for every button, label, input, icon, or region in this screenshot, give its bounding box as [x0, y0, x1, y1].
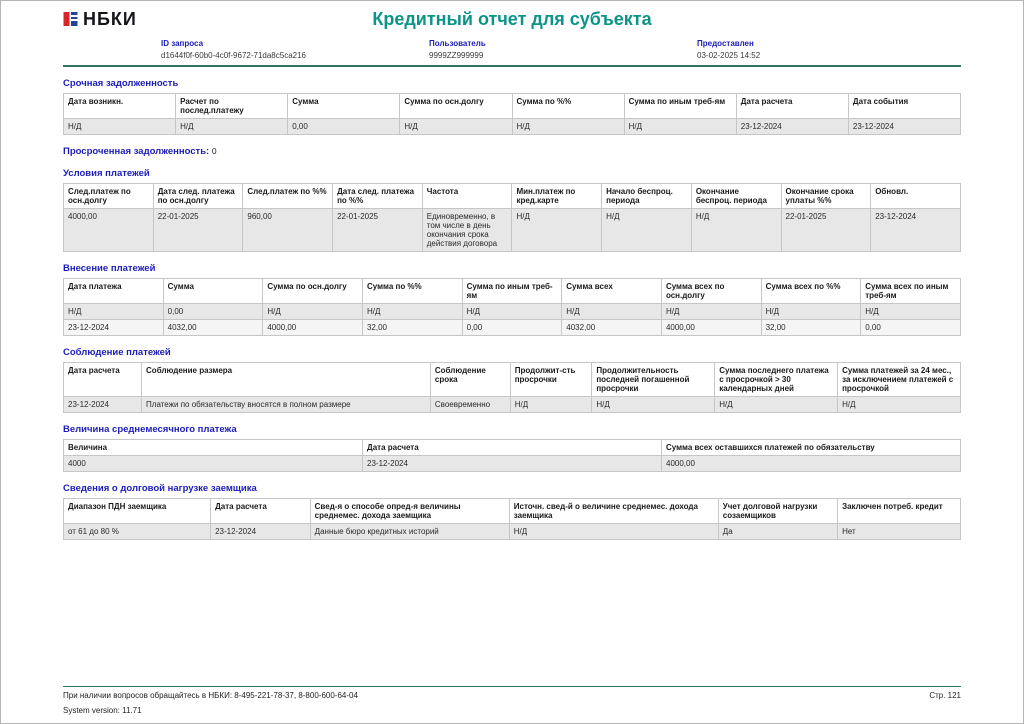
- table-cell: 4032,00: [562, 320, 662, 336]
- meta-provided: [697, 39, 961, 60]
- table-cell: Н/Д: [64, 119, 176, 135]
- meta-user: [429, 39, 697, 60]
- footer-contact: При наличии вопросов обращайтесь в НБКИ: 8-495-221-78-37, 8-800-600-64-04: [63, 691, 358, 700]
- column-header: Обновл.: [871, 184, 961, 209]
- table-cell: 23-12-2024: [211, 524, 311, 540]
- column-header: Дата расчета: [363, 440, 662, 456]
- table-cell: 23-12-2024: [871, 209, 961, 252]
- debt-load-table: [63, 498, 961, 540]
- table-cell: Н/Д: [761, 304, 861, 320]
- table-cell: 23-12-2024: [64, 397, 142, 413]
- table-cell: Н/Д: [176, 119, 288, 135]
- header-row: [64, 440, 961, 456]
- request-id-label: ID запроса: [161, 39, 204, 48]
- section-debt-load: [63, 472, 961, 540]
- report-footer: [63, 686, 961, 717]
- provided-value: 03-02-2025 14:52: [697, 51, 761, 60]
- table-cell: 0,00: [288, 119, 400, 135]
- column-header: Сумма всех по %%: [761, 279, 861, 304]
- column-header: Свед-я о способе опред-я величины среднемес. дохода заемщика: [310, 499, 509, 524]
- table-cell: Н/Д: [691, 209, 781, 252]
- table-cell: 32,00: [761, 320, 861, 336]
- table-cell: Н/Д: [462, 304, 562, 320]
- table-cell: 4000,00: [263, 320, 363, 336]
- table-cell: Платежи по обязательству вносятся в полном размере: [142, 397, 431, 413]
- table-cell: 22-01-2025: [153, 209, 243, 252]
- section-title-average-payment: Величина среднемесячного платежа: [63, 424, 237, 435]
- table-cell: 23-12-2024: [64, 320, 164, 336]
- table-cell: Н/Д: [512, 119, 624, 135]
- request-id-value: d1644f0f-60b0-4c0f-9672-71da8c5ca216: [161, 51, 307, 60]
- header-row: [64, 94, 961, 119]
- table-cell: Н/Д: [362, 304, 462, 320]
- column-header: Сумма по %%: [512, 94, 624, 119]
- table-cell: Н/Д: [263, 304, 363, 320]
- column-header: Величина: [64, 440, 363, 456]
- column-header: Сумма всех оставшихся платежей по обязательству: [662, 440, 961, 456]
- provided-label: Предоставлен: [697, 39, 754, 48]
- section-payment-compliance: [63, 336, 961, 413]
- table-cell: 22-01-2025: [333, 209, 423, 252]
- user-value: 9999ZZ999999: [429, 51, 484, 60]
- table-row: [64, 456, 961, 472]
- column-header: След.платеж по %%: [243, 184, 333, 209]
- column-header: Дата след. платежа по %%: [333, 184, 423, 209]
- table-row: [64, 304, 961, 320]
- table-cell: Н/Д: [661, 304, 761, 320]
- table-cell: Н/Д: [512, 209, 602, 252]
- header-row: [64, 499, 961, 524]
- column-header: Дата след. платежа по осн.долгу: [153, 184, 243, 209]
- footer-row: [63, 691, 961, 700]
- table-cell: Н/Д: [715, 397, 838, 413]
- table-row: [64, 320, 961, 336]
- payments-made-table: [63, 278, 961, 336]
- table-row: [64, 397, 961, 413]
- page-number: Стр. 121: [929, 691, 961, 700]
- table-row: [64, 524, 961, 540]
- column-header: Учет долговой нагрузки созаемщиков: [718, 499, 837, 524]
- section-title-payment-terms: Условия платежей: [63, 168, 150, 179]
- table-cell: Единовременно, в том числе в день окончания срока действия договора: [422, 209, 512, 252]
- column-header: Заключен потреб. кредит: [838, 499, 961, 524]
- table-cell: 4000,00: [662, 456, 961, 472]
- table-cell: 4000,00: [661, 320, 761, 336]
- meta-request-id: [161, 39, 429, 60]
- header-row: [64, 184, 961, 209]
- column-header: Источн. свед-й о величине среднемес. дохода заемщика: [509, 499, 718, 524]
- table-cell: Н/Д: [400, 119, 512, 135]
- table-cell: Н/Д: [592, 397, 715, 413]
- table-cell: Н/Д: [624, 119, 736, 135]
- table-cell: 960,00: [243, 209, 333, 252]
- section-title-payments-made: Внесение платежей: [63, 263, 156, 274]
- column-header: Дата расчета: [64, 363, 142, 397]
- table-cell: 4032,00: [163, 320, 263, 336]
- table-cell: 22-01-2025: [781, 209, 871, 252]
- column-header: Сумма по иным треб-ям: [462, 279, 562, 304]
- column-header: Сумма: [163, 279, 263, 304]
- table-cell: от 61 до 80 %: [64, 524, 211, 540]
- average-payment-table: [63, 439, 961, 472]
- column-header: Начало беспроц. периода: [602, 184, 692, 209]
- section-urgent-debt: [63, 67, 961, 135]
- column-header: Дата расчета: [736, 94, 848, 119]
- column-header: Сумма по %%: [362, 279, 462, 304]
- nbki-logo-text: НБКИ: [83, 9, 137, 29]
- table-row: [64, 209, 961, 252]
- table-cell: 0,00: [861, 320, 961, 336]
- table-cell: Н/Д: [509, 524, 718, 540]
- column-header: Окончание срока уплаты %%: [781, 184, 871, 209]
- column-header: Сумма по иным треб-ям: [624, 94, 736, 119]
- table-cell: Нет: [838, 524, 961, 540]
- section-title-urgent-debt: Срочная задолженность: [63, 78, 179, 89]
- table-cell: 0,00: [462, 320, 562, 336]
- table-cell: 0,00: [163, 304, 263, 320]
- column-header: Продолжительность последней погашенной просрочки: [592, 363, 715, 397]
- footer-divider: [63, 686, 961, 687]
- urgent-debt-table: [63, 93, 961, 135]
- column-header: Сумма платежей за 24 мес., за исключением платежей с просрочкой: [838, 363, 961, 397]
- section-payments-made: [63, 252, 961, 336]
- table-row: [64, 119, 961, 135]
- column-header: Сумма по осн.долгу: [400, 94, 512, 119]
- overdue-debt-label: Просроченная задолженность:: [63, 146, 210, 157]
- section-title-payment-compliance: Соблюдение платежей: [63, 347, 171, 358]
- header-row: [64, 279, 961, 304]
- column-header: Мин.платеж по кред.карте: [512, 184, 602, 209]
- section-payment-terms: [63, 157, 961, 252]
- column-header: Сумма последнего платежа с просрочкой > 30 календарных дней: [715, 363, 838, 397]
- table-cell: Н/Д: [562, 304, 662, 320]
- column-header: Дата платежа: [64, 279, 164, 304]
- request-meta: [63, 39, 961, 60]
- table-cell: Данные бюро кредитных историй: [310, 524, 509, 540]
- table-cell: 4000,00: [64, 209, 154, 252]
- table-cell: 4000: [64, 456, 363, 472]
- column-header: Расчет по послед.платежу: [176, 94, 288, 119]
- column-header: Дата события: [848, 94, 960, 119]
- payment-compliance-table: [63, 362, 961, 413]
- table-cell: 23-12-2024: [363, 456, 662, 472]
- column-header: Сумма: [288, 94, 400, 119]
- column-header: Частота: [422, 184, 512, 209]
- column-header: Соблюдение срока: [430, 363, 510, 397]
- table-cell: Н/Д: [64, 304, 164, 320]
- table-cell: Да: [718, 524, 837, 540]
- payment-terms-table: [63, 183, 961, 252]
- table-cell: Своевременно: [430, 397, 510, 413]
- report-header: [63, 7, 961, 37]
- overdue-debt-line: [63, 146, 961, 157]
- column-header: Дата возникн.: [64, 94, 176, 119]
- column-header: Окончание беспроц. периода: [691, 184, 781, 209]
- column-header: Сумма всех по иным треб-ям: [861, 279, 961, 304]
- column-header: Соблюдение размера: [142, 363, 431, 397]
- system-version: System version: 11.71: [63, 706, 142, 715]
- table-cell: 23-12-2024: [848, 119, 960, 135]
- column-header: Диапазон ПДН заемщика: [64, 499, 211, 524]
- table-cell: Н/Д: [602, 209, 692, 252]
- column-header: След.платеж по осн.долгу: [64, 184, 154, 209]
- section-title-debt-load: Сведения о долговой нагрузке заемщика: [63, 483, 257, 494]
- user-label: Пользователь: [429, 39, 486, 48]
- table-cell: Н/Д: [861, 304, 961, 320]
- column-header: Продолжит-сть просрочки: [510, 363, 592, 397]
- column-header: Сумма всех: [562, 279, 662, 304]
- table-cell: 32,00: [362, 320, 462, 336]
- column-header: Сумма по осн.долгу: [263, 279, 363, 304]
- column-header: Дата расчета: [211, 499, 311, 524]
- overdue-debt-value: 0: [211, 146, 217, 156]
- section-average-payment: [63, 413, 961, 472]
- table-cell: 23-12-2024: [736, 119, 848, 135]
- table-cell: Н/Д: [838, 397, 961, 413]
- header-row: [64, 363, 961, 397]
- page-title: Кредитный отчет для субъекта: [372, 9, 652, 29]
- column-header: Сумма всех по осн.долгу: [661, 279, 761, 304]
- table-cell: Н/Д: [510, 397, 592, 413]
